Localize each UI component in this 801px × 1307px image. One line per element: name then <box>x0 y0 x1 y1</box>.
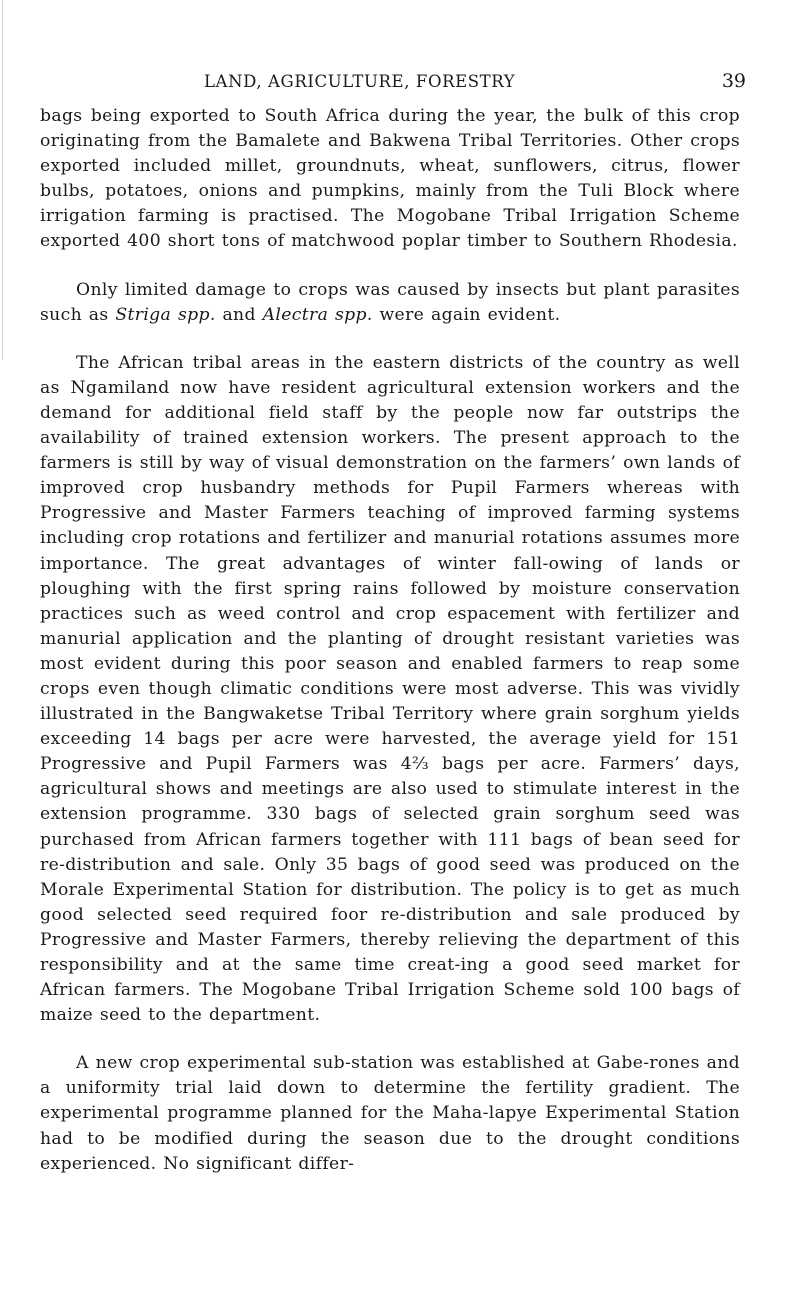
paragraph-extension-workers <box>40 351 740 1029</box>
paragraph-text: Only limited damage to crops was caused by insects but plant parasites such as <box>40 279 740 325</box>
paragraph-crop-damage <box>40 278 740 328</box>
paragraph-text: The African tribal areas in the eastern districts of the country as well as Ngamiland now have resident agricultural extension workers and the demand for additional field staff by the people now far outstrips the availability of trained extension workers. The present approach to the farmers is still by way of visual demonstration on the farmers’ own lands of improved crop husbandry methods for Pupil Farmers whereas with Progressive and Master Farmers teaching of improved farming systems including crop rotations and fertilizer and manurial rotations assumes more importance. The great advantages of winter fall-owing of lands or ploughing with the first spring rains followed by moisture conservation practices such as weed control and crop espacement with fertilizer and manurial application and the planting of drought resistant varieties was most evident during this poor season and enabled farmers to reap some crops even though climatic conditions were most adverse. This was vividly illustrated in the Bangwaketse Tribal Territory where grain sorghum yields exceeding 14 bags per acre were harvested, the average yield for 151 Progressive and Pupil Farmers was 4⅔ bags per acre. Farmers’ days, agricultural shows and meetings are also used to stimulate interest in the extension programme. 330 bags of selected grain sorghum seed was purchased from African farmers together with 111 bags of bean seed for re-distribution and sale. Only 35 bags of good seed was produced on the Morale Experimental Station for distribution. The policy is to get as much good selected seed required foor re-distribution and sale produced by Progressive and Master Farmers, thereby relieving the department of this responsibility and at the same time creat-ing a good seed market for African farmers. The Mogobane Tribal Irrigation Scheme sold 100 bags of maize seed to the department. <box>40 352 740 1026</box>
page-edge-rule <box>2 0 3 360</box>
species-name: Striga spp. <box>115 304 216 325</box>
paragraph-text: were again evident. <box>372 304 561 325</box>
paragraph-crop-exports <box>40 104 740 255</box>
paragraph-text: and <box>215 304 263 325</box>
species-name: Alectra spp. <box>262 304 373 325</box>
paragraph-text: A new crop experimental sub-station was established at Gabe-rones and a uniformity trial laid down to determine the fertility gradient. The experimental programme planned for the Maha-lapye Experimental Station had to be modified during the season due to the drought conditions experienced. No significant differ- <box>40 1053 740 1174</box>
running-head: LAND, AGRICULTURE, FORESTRY <box>204 72 516 91</box>
document-page <box>40 70 746 1200</box>
paragraph-text: bags being exported to South Africa during the year, the bulk of this crop originating from the Bamalete and Bakwena Tribal Territories. Other crops exported included millet, groundnuts, wheat, sunflowers, citrus, flower bulbs, potatoes, onions and pumpkins, mainly from the Tuli Block where irrigation farming is practised. The Mogobane Tribal Irrigation Scheme exported 400 short tons of matchwood poplar timber to Southern Rhodesia. <box>40 106 740 252</box>
page-number: 39 <box>721 70 746 92</box>
paragraph-experimental-station <box>40 1051 740 1176</box>
page-header <box>40 70 746 104</box>
